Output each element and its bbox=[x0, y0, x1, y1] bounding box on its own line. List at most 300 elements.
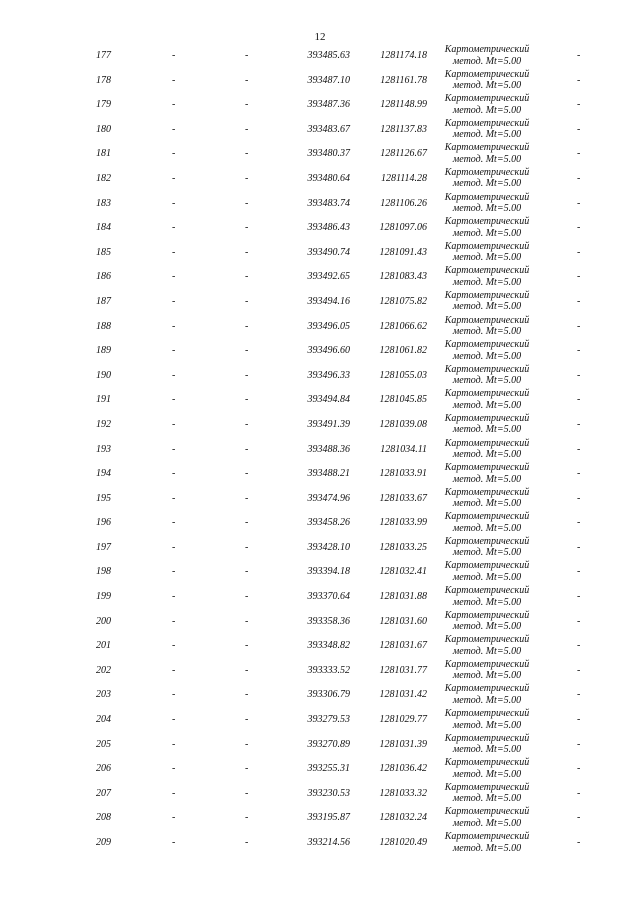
x-coordinate-cell: 393458.26 bbox=[307, 517, 350, 529]
dash-cell-3: - bbox=[577, 812, 581, 824]
table-row bbox=[0, 610, 640, 635]
method-cell bbox=[434, 167, 540, 190]
dash-cell-2: - bbox=[245, 738, 249, 750]
x-coordinate-cell: 393485.63 bbox=[307, 50, 350, 61]
method-line-2: метод. Mt=5.00 bbox=[452, 399, 522, 411]
dash-cell-1: - bbox=[172, 123, 176, 135]
y-coordinate-cell: 1281029.77 bbox=[379, 714, 427, 726]
dash-cell-1: - bbox=[172, 172, 176, 184]
method-line-2: метод. Mt=5.00 bbox=[452, 645, 522, 657]
x-coordinate-cell: 393428.10 bbox=[307, 541, 350, 553]
method-line-2: метод. Mt=5.00 bbox=[452, 424, 522, 436]
dash-cell-1: - bbox=[172, 591, 176, 603]
dash-cell-1: - bbox=[172, 246, 176, 258]
table-row bbox=[0, 241, 640, 266]
x-coordinate-cell: 393480.37 bbox=[307, 148, 350, 160]
method-cell bbox=[434, 757, 540, 780]
dash-cell-3: - bbox=[577, 763, 581, 775]
point-number-cell: 179 bbox=[96, 99, 111, 111]
dash-cell-2: - bbox=[245, 566, 249, 578]
dash-cell-2: - bbox=[245, 222, 249, 234]
dash-cell-3: - bbox=[577, 148, 581, 160]
y-coordinate-cell: 1281031.88 bbox=[379, 591, 427, 603]
dash-cell-1: - bbox=[172, 738, 176, 750]
x-coordinate-cell: 393195.87 bbox=[307, 812, 350, 824]
method-line-2: метод. Mt=5.00 bbox=[452, 842, 522, 854]
y-coordinate-cell: 1281020.49 bbox=[379, 837, 427, 848]
method-line-1: Картометрический bbox=[444, 462, 530, 474]
x-coordinate-cell: 393496.33 bbox=[307, 369, 350, 381]
method-line-2: метод. Mt=5.00 bbox=[452, 375, 522, 387]
dash-cell-2: - bbox=[245, 172, 249, 184]
method-line-2: метод. Mt=5.00 bbox=[452, 744, 522, 756]
method-line-1: Картометрический bbox=[444, 142, 530, 154]
dash-cell-3: - bbox=[577, 664, 581, 676]
dash-cell-1: - bbox=[172, 271, 176, 283]
method-line-2: метод. Mt=5.00 bbox=[452, 227, 522, 239]
method-cell bbox=[434, 831, 540, 854]
dash-cell-3: - bbox=[577, 517, 581, 529]
dash-cell-3: - bbox=[577, 172, 581, 184]
method-line-1: Картометрический bbox=[444, 535, 530, 547]
method-line-1: Картометрический bbox=[444, 412, 530, 424]
x-coordinate-cell: 393333.52 bbox=[307, 664, 350, 676]
point-number-cell: 207 bbox=[96, 787, 111, 799]
point-number-cell: 178 bbox=[96, 74, 111, 86]
dash-cell-3: - bbox=[577, 689, 581, 701]
method-line-1: Картометрический bbox=[444, 511, 530, 523]
table-row bbox=[0, 216, 640, 241]
y-coordinate-cell: 1281114.28 bbox=[380, 172, 427, 184]
dash-cell-2: - bbox=[245, 837, 249, 848]
y-coordinate-cell: 1281174.18 bbox=[380, 50, 427, 61]
method-cell bbox=[434, 118, 540, 141]
method-cell bbox=[434, 585, 540, 608]
method-cell bbox=[434, 339, 540, 362]
method-line-1: Картометрический bbox=[444, 191, 530, 203]
dash-cell-3: - bbox=[577, 787, 581, 799]
point-number-cell: 205 bbox=[96, 738, 111, 750]
dash-cell-3: - bbox=[577, 591, 581, 603]
method-line-1: Картометрический bbox=[444, 117, 530, 129]
dash-cell-3: - bbox=[577, 271, 581, 283]
y-coordinate-cell: 1281031.77 bbox=[379, 664, 427, 676]
dash-cell-1: - bbox=[172, 689, 176, 701]
point-number-cell: 185 bbox=[96, 246, 111, 258]
page-number: 12 bbox=[314, 31, 326, 43]
dash-cell-3: - bbox=[577, 99, 581, 111]
table-row bbox=[0, 831, 640, 856]
dash-cell-3: - bbox=[577, 320, 581, 332]
method-cell bbox=[434, 806, 540, 829]
y-coordinate-cell: 1281137.83 bbox=[380, 123, 427, 135]
x-coordinate-cell: 393490.74 bbox=[307, 246, 350, 258]
dash-cell-1: - bbox=[172, 50, 176, 61]
dash-cell-3: - bbox=[577, 714, 581, 726]
y-coordinate-cell: 1281066.62 bbox=[379, 320, 427, 332]
table-row bbox=[0, 438, 640, 463]
dash-cell-1: - bbox=[172, 468, 176, 480]
dash-cell-2: - bbox=[245, 246, 249, 258]
y-coordinate-cell: 1281034.11 bbox=[380, 443, 427, 455]
dash-cell-2: - bbox=[245, 468, 249, 480]
dash-cell-1: - bbox=[172, 492, 176, 504]
method-line-1: Картометрический bbox=[444, 658, 530, 670]
table-row bbox=[0, 659, 640, 684]
point-number-cell: 181 bbox=[96, 148, 111, 160]
method-cell bbox=[434, 93, 540, 116]
method-cell bbox=[434, 216, 540, 239]
dash-cell-3: - bbox=[577, 468, 581, 480]
point-number-cell: 183 bbox=[96, 197, 111, 209]
method-line-2: метод. Mt=5.00 bbox=[452, 719, 522, 731]
dash-cell-2: - bbox=[245, 591, 249, 603]
method-cell bbox=[434, 536, 540, 559]
y-coordinate-cell: 1281033.67 bbox=[379, 492, 427, 504]
method-line-1: Картометрический bbox=[444, 240, 530, 252]
dash-cell-1: - bbox=[172, 295, 176, 307]
point-number-cell: 197 bbox=[96, 541, 111, 553]
y-coordinate-cell: 1281032.24 bbox=[379, 812, 427, 824]
method-cell bbox=[434, 44, 540, 67]
method-line-1: Картометрический bbox=[444, 44, 530, 55]
method-cell bbox=[434, 659, 540, 682]
point-number-cell: 194 bbox=[96, 468, 111, 480]
method-line-1: Картометрический bbox=[444, 265, 530, 277]
method-cell bbox=[434, 265, 540, 288]
point-number-cell: 204 bbox=[96, 714, 111, 726]
method-line-1: Картометрический bbox=[444, 339, 530, 351]
x-coordinate-cell: 393488.21 bbox=[307, 468, 350, 480]
method-cell bbox=[434, 290, 540, 313]
dash-cell-3: - bbox=[577, 369, 581, 381]
method-line-1: Картометрический bbox=[444, 757, 530, 769]
table-row bbox=[0, 44, 640, 69]
dash-cell-1: - bbox=[172, 394, 176, 406]
dash-cell-2: - bbox=[245, 394, 249, 406]
method-line-1: Картометрический bbox=[444, 732, 530, 744]
y-coordinate-cell: 1281031.60 bbox=[379, 615, 427, 627]
method-line-2: метод. Mt=5.00 bbox=[452, 694, 522, 706]
x-coordinate-cell: 393358.36 bbox=[307, 615, 350, 627]
point-number-cell: 186 bbox=[96, 271, 111, 283]
method-cell bbox=[434, 782, 540, 805]
point-number-cell: 200 bbox=[96, 615, 111, 627]
table-row bbox=[0, 757, 640, 782]
method-line-2: метод. Mt=5.00 bbox=[452, 793, 522, 805]
point-number-cell: 188 bbox=[96, 320, 111, 332]
table-row bbox=[0, 413, 640, 438]
y-coordinate-cell: 1281033.91 bbox=[379, 468, 427, 480]
method-line-1: Картометрический bbox=[444, 437, 530, 449]
dash-cell-2: - bbox=[245, 197, 249, 209]
dash-cell-3: - bbox=[577, 837, 581, 848]
method-line-1: Картометрический bbox=[444, 831, 530, 842]
dash-cell-2: - bbox=[245, 664, 249, 676]
y-coordinate-cell: 1281106.26 bbox=[380, 197, 427, 209]
table-row bbox=[0, 69, 640, 94]
y-coordinate-cell: 1281083.43 bbox=[379, 271, 427, 283]
method-cell bbox=[434, 438, 540, 461]
method-line-2: метод. Mt=5.00 bbox=[452, 55, 522, 67]
point-number-cell: 193 bbox=[96, 443, 111, 455]
dash-cell-3: - bbox=[577, 418, 581, 430]
method-line-1: Картометрический bbox=[444, 314, 530, 326]
method-line-1: Картометрический bbox=[444, 560, 530, 572]
method-line-1: Картометрический bbox=[444, 634, 530, 646]
dash-cell-1: - bbox=[172, 812, 176, 824]
method-line-1: Картометрический bbox=[444, 609, 530, 621]
dash-cell-2: - bbox=[245, 74, 249, 86]
x-coordinate-cell: 393370.64 bbox=[307, 591, 350, 603]
table-row bbox=[0, 118, 640, 143]
table-row bbox=[0, 315, 640, 340]
method-line-1: Картометрический bbox=[444, 708, 530, 720]
method-line-1: Картометрический bbox=[444, 781, 530, 793]
x-coordinate-cell: 393487.10 bbox=[307, 74, 350, 86]
y-coordinate-cell: 1281036.42 bbox=[379, 763, 427, 775]
method-line-1: Картометрический bbox=[444, 585, 530, 597]
point-number-cell: 191 bbox=[96, 394, 111, 406]
x-coordinate-cell: 393488.36 bbox=[307, 443, 350, 455]
x-coordinate-cell: 393483.67 bbox=[307, 123, 350, 135]
y-coordinate-cell: 1281031.42 bbox=[379, 689, 427, 701]
x-coordinate-cell: 393496.05 bbox=[307, 320, 350, 332]
point-number-cell: 182 bbox=[96, 172, 111, 184]
method-line-1: Картометрический bbox=[444, 289, 530, 301]
point-number-cell: 198 bbox=[96, 566, 111, 578]
dash-cell-2: - bbox=[245, 541, 249, 553]
dash-cell-2: - bbox=[245, 517, 249, 529]
dash-cell-2: - bbox=[245, 369, 249, 381]
x-coordinate-cell: 393492.65 bbox=[307, 271, 350, 283]
table-row bbox=[0, 93, 640, 118]
dash-cell-2: - bbox=[245, 763, 249, 775]
method-line-2: метод. Mt=5.00 bbox=[452, 621, 522, 633]
method-cell bbox=[434, 634, 540, 657]
dash-cell-3: - bbox=[577, 640, 581, 652]
y-coordinate-cell: 1281033.32 bbox=[379, 787, 427, 799]
method-cell bbox=[434, 462, 540, 485]
y-coordinate-cell: 1281033.25 bbox=[379, 541, 427, 553]
y-coordinate-cell: 1281126.67 bbox=[380, 148, 427, 160]
method-line-2: метод. Mt=5.00 bbox=[452, 670, 522, 682]
method-line-2: метод. Mt=5.00 bbox=[452, 252, 522, 264]
x-coordinate-cell: 393494.16 bbox=[307, 295, 350, 307]
dash-cell-2: - bbox=[245, 345, 249, 357]
point-number-cell: 202 bbox=[96, 664, 111, 676]
dash-cell-2: - bbox=[245, 787, 249, 799]
method-cell bbox=[434, 69, 540, 92]
dash-cell-1: - bbox=[172, 541, 176, 553]
method-line-1: Картометрический bbox=[444, 93, 530, 105]
method-line-2: метод. Mt=5.00 bbox=[452, 498, 522, 510]
method-cell bbox=[434, 560, 540, 583]
dash-cell-1: - bbox=[172, 787, 176, 799]
dash-cell-1: - bbox=[172, 615, 176, 627]
point-number-cell: 196 bbox=[96, 517, 111, 529]
method-line-1: Картометрический bbox=[444, 363, 530, 375]
dash-cell-1: - bbox=[172, 640, 176, 652]
method-cell bbox=[434, 241, 540, 264]
point-number-cell: 189 bbox=[96, 345, 111, 357]
table-row bbox=[0, 192, 640, 217]
method-line-2: метод. Mt=5.00 bbox=[452, 80, 522, 92]
dash-cell-1: - bbox=[172, 837, 176, 848]
method-line-2: метод. Mt=5.00 bbox=[452, 768, 522, 780]
x-coordinate-cell: 393394.18 bbox=[307, 566, 350, 578]
dash-cell-1: - bbox=[172, 320, 176, 332]
dash-cell-3: - bbox=[577, 566, 581, 578]
table-row bbox=[0, 511, 640, 536]
table-row bbox=[0, 167, 640, 192]
y-coordinate-cell: 1281097.06 bbox=[379, 222, 427, 234]
method-line-1: Картометрический bbox=[444, 388, 530, 400]
dash-cell-3: - bbox=[577, 74, 581, 86]
dash-cell-3: - bbox=[577, 345, 581, 357]
table-row bbox=[0, 388, 640, 413]
method-line-2: метод. Mt=5.00 bbox=[452, 203, 522, 215]
method-line-2: метод. Mt=5.00 bbox=[452, 178, 522, 190]
dash-cell-1: - bbox=[172, 763, 176, 775]
dash-cell-2: - bbox=[245, 418, 249, 430]
dash-cell-2: - bbox=[245, 689, 249, 701]
x-coordinate-cell: 393483.74 bbox=[307, 197, 350, 209]
method-cell bbox=[434, 610, 540, 633]
point-number-cell: 201 bbox=[96, 640, 111, 652]
x-coordinate-cell: 393255.31 bbox=[307, 763, 350, 775]
method-cell bbox=[434, 413, 540, 436]
x-coordinate-cell: 393306.79 bbox=[307, 689, 350, 701]
table-row bbox=[0, 733, 640, 758]
method-line-2: метод. Mt=5.00 bbox=[452, 817, 522, 829]
dash-cell-3: - bbox=[577, 738, 581, 750]
point-number-cell: 203 bbox=[96, 689, 111, 701]
method-line-1: Картометрический bbox=[444, 683, 530, 695]
table-row bbox=[0, 683, 640, 708]
x-coordinate-cell: 393494.84 bbox=[307, 394, 350, 406]
point-number-cell: 184 bbox=[96, 222, 111, 234]
table-row bbox=[0, 782, 640, 807]
dash-cell-1: - bbox=[172, 369, 176, 381]
x-coordinate-cell: 393486.43 bbox=[307, 222, 350, 234]
table-row bbox=[0, 290, 640, 315]
x-coordinate-cell: 393348.82 bbox=[307, 640, 350, 652]
method-cell bbox=[434, 192, 540, 215]
point-number-cell: 177 bbox=[96, 50, 111, 61]
dash-cell-3: - bbox=[577, 541, 581, 553]
method-cell bbox=[434, 142, 540, 165]
dash-cell-1: - bbox=[172, 443, 176, 455]
method-cell bbox=[434, 708, 540, 731]
dash-cell-2: - bbox=[245, 492, 249, 504]
table-row bbox=[0, 462, 640, 487]
dash-cell-3: - bbox=[577, 222, 581, 234]
method-line-1: Картометрический bbox=[444, 806, 530, 818]
method-line-1: Картометрический bbox=[444, 216, 530, 228]
dash-cell-2: - bbox=[245, 271, 249, 283]
method-line-2: метод. Mt=5.00 bbox=[452, 326, 522, 338]
dash-cell-1: - bbox=[172, 74, 176, 86]
table-row bbox=[0, 585, 640, 610]
dash-cell-1: - bbox=[172, 517, 176, 529]
method-line-2: метод. Mt=5.00 bbox=[452, 547, 522, 559]
dash-cell-1: - bbox=[172, 99, 176, 111]
method-cell bbox=[434, 683, 540, 706]
point-number-cell: 187 bbox=[96, 295, 111, 307]
dash-cell-2: - bbox=[245, 50, 249, 61]
method-line-1: Картометрический bbox=[444, 486, 530, 498]
table-row bbox=[0, 339, 640, 364]
dash-cell-3: - bbox=[577, 246, 581, 258]
point-number-cell: 199 bbox=[96, 591, 111, 603]
dash-cell-2: - bbox=[245, 320, 249, 332]
point-number-cell: 195 bbox=[96, 492, 111, 504]
y-coordinate-cell: 1281055.03 bbox=[379, 369, 427, 381]
method-line-2: метод. Mt=5.00 bbox=[452, 153, 522, 165]
dash-cell-2: - bbox=[245, 148, 249, 160]
y-coordinate-cell: 1281091.43 bbox=[379, 246, 427, 258]
dash-cell-3: - bbox=[577, 394, 581, 406]
dash-cell-2: - bbox=[245, 812, 249, 824]
dash-cell-3: - bbox=[577, 197, 581, 209]
dash-cell-3: - bbox=[577, 123, 581, 135]
method-line-2: метод. Mt=5.00 bbox=[452, 596, 522, 608]
method-cell bbox=[434, 364, 540, 387]
y-coordinate-cell: 1281031.67 bbox=[379, 640, 427, 652]
dash-cell-1: - bbox=[172, 222, 176, 234]
x-coordinate-cell: 393487.36 bbox=[307, 99, 350, 111]
dash-cell-1: - bbox=[172, 197, 176, 209]
x-coordinate-cell: 393474.96 bbox=[307, 492, 350, 504]
dash-cell-1: - bbox=[172, 714, 176, 726]
dash-cell-3: - bbox=[577, 443, 581, 455]
point-number-cell: 209 bbox=[96, 837, 111, 848]
dash-cell-1: - bbox=[172, 566, 176, 578]
coordinate-table bbox=[0, 44, 640, 856]
method-line-1: Картометрический bbox=[444, 166, 530, 178]
dash-cell-1: - bbox=[172, 664, 176, 676]
y-coordinate-cell: 1281045.85 bbox=[379, 394, 427, 406]
x-coordinate-cell: 393230.53 bbox=[307, 787, 350, 799]
table-row bbox=[0, 364, 640, 389]
method-line-2: метод. Mt=5.00 bbox=[452, 350, 522, 362]
point-number-cell: 206 bbox=[96, 763, 111, 775]
method-cell bbox=[434, 487, 540, 510]
x-coordinate-cell: 393496.60 bbox=[307, 345, 350, 357]
dash-cell-2: - bbox=[245, 640, 249, 652]
x-coordinate-cell: 393480.64 bbox=[307, 172, 350, 184]
dash-cell-1: - bbox=[172, 418, 176, 430]
table-row bbox=[0, 806, 640, 831]
dash-cell-2: - bbox=[245, 443, 249, 455]
y-coordinate-cell: 1281161.78 bbox=[380, 74, 427, 86]
y-coordinate-cell: 1281061.82 bbox=[379, 345, 427, 357]
point-number-cell: 192 bbox=[96, 418, 111, 430]
method-line-2: метод. Mt=5.00 bbox=[452, 301, 522, 313]
table-row bbox=[0, 634, 640, 659]
method-line-2: метод. Mt=5.00 bbox=[452, 571, 522, 583]
method-cell bbox=[434, 733, 540, 756]
y-coordinate-cell: 1281033.99 bbox=[379, 517, 427, 529]
method-cell bbox=[434, 388, 540, 411]
dash-cell-2: - bbox=[245, 714, 249, 726]
x-coordinate-cell: 393491.39 bbox=[307, 418, 350, 430]
dash-cell-3: - bbox=[577, 492, 581, 504]
table-row bbox=[0, 536, 640, 561]
y-coordinate-cell: 1281031.39 bbox=[379, 738, 427, 750]
method-line-2: метод. Mt=5.00 bbox=[452, 522, 522, 534]
